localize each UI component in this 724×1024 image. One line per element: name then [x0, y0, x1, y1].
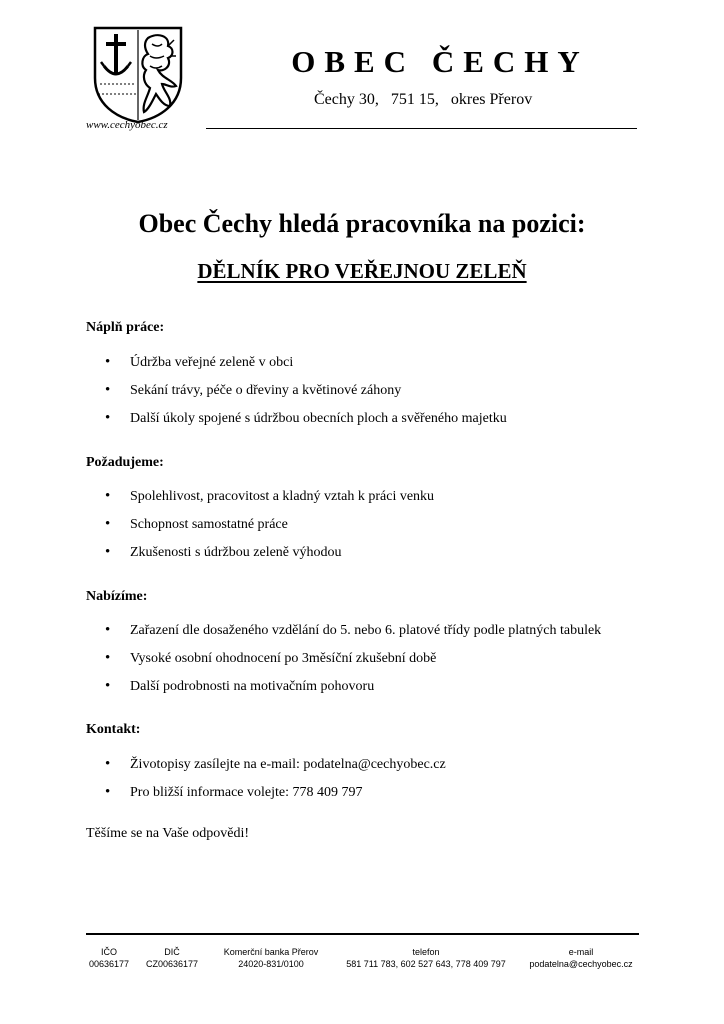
- list-requirements: [105, 488, 434, 572]
- list-item: • Další úkoly spojené s údržbou obecních ploch a svěřeného majetku: [105, 410, 507, 438]
- list-item: • Zařazení dle dosaženého vzdělání do 5. nebo 6. platové třídy podle platných tabulek: [105, 622, 601, 650]
- organization-address: Čechy 30, 751 15, okres Přerov: [314, 91, 533, 108]
- list-item: • Sekání trávy, péče o dřeviny a květinové záhony: [105, 382, 507, 410]
- website-link[interactable]: www.cechyobec.cz: [86, 119, 168, 131]
- footer-ico: [86, 946, 132, 970]
- footer-value: 00636177: [88, 959, 130, 969]
- list-item: • Schopnost samostatné práce: [105, 516, 434, 544]
- footer-divider: [86, 933, 639, 935]
- list-item: • Další podrobnosti na motivačním pohovoru: [105, 678, 601, 706]
- footer-value: 581 711 783, 602 527 643, 778 409 797: [346, 959, 506, 969]
- list-item: • Pro bližší informace volejte: 778 409 797: [105, 784, 446, 812]
- footer-value[interactable]: podatelna@cechyobec.cz: [529, 959, 633, 969]
- footer-label: telefon: [412, 947, 440, 957]
- footer-value: 24020-831/0100: [238, 959, 304, 969]
- organization-name: OBEC ČECHY: [291, 44, 589, 79]
- footer-value: CZ00636177: [145, 959, 199, 969]
- list-duties: [105, 354, 507, 438]
- headline: Obec Čechy hledá pracovníka na pozici:: [138, 209, 586, 238]
- footer-phone: [336, 946, 516, 970]
- section-title-offer: Nabízíme:: [86, 589, 148, 604]
- list-contact: [105, 756, 446, 812]
- footer-label: DIČ: [164, 947, 180, 957]
- list-item: • Vysoké osobní ohodnocení po 3měsíční zkušební době: [105, 650, 601, 678]
- footer-label: IČO: [100, 947, 117, 957]
- section-title-contact: Kontakt:: [86, 722, 141, 737]
- coat-of-arms-icon: [92, 26, 184, 124]
- list-item: • Údržba veřejné zeleně v obci: [105, 354, 507, 382]
- list-item: • Spolehlivost, pracovitost a kladný vztah k práci venku: [105, 488, 434, 516]
- footer-email: [522, 946, 640, 970]
- header-divider: [206, 128, 637, 129]
- list-offer: [105, 622, 601, 706]
- footer-dic: [140, 946, 204, 970]
- section-title-duties: Náplň práce:: [86, 320, 165, 335]
- footer-label: Komerční banka Přerov: [223, 947, 319, 957]
- list-item: • Zkušenosti s údržbou zeleně výhodou: [105, 544, 434, 572]
- footer-bank: [216, 946, 326, 970]
- list-item: • Životopisy zasílejte na e-mail: podatelna@cechyobec.cz: [105, 756, 446, 784]
- section-title-requirements: Požadujeme:: [86, 455, 164, 470]
- closing-text: Těšíme se na Vaše odpovědi!: [86, 826, 250, 841]
- footer-label: e-mail: [568, 947, 594, 957]
- position-title: DĚLNÍK PRO VEŘEJNOU ZELEŇ: [197, 259, 527, 283]
